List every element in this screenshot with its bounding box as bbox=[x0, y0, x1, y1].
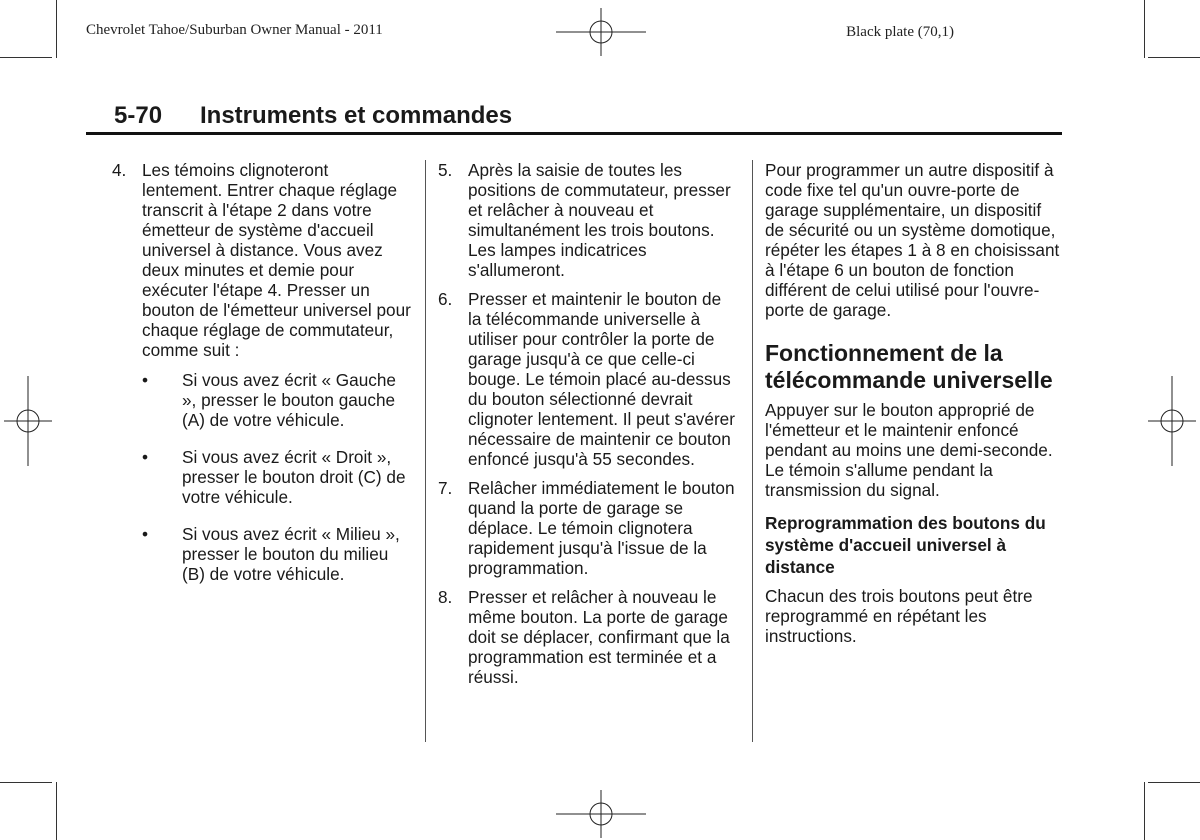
step-number: 4. bbox=[112, 160, 127, 180]
body-paragraph: Appuyer sur le bouton approprié de l'émetteur et le maintenir enfoncé pendant au moins une demi-seconde. Le témoin s'allume pendant la transmission du signal. bbox=[765, 400, 1053, 500]
bullet-list bbox=[142, 370, 412, 584]
bullet-item bbox=[142, 447, 412, 507]
bullet-text: Si vous avez écrit « Gauche », presser le bouton gauche (A) de votre véhicule. bbox=[182, 370, 396, 430]
column-1 bbox=[112, 160, 412, 601]
crop-mark bbox=[56, 782, 57, 840]
step-6 bbox=[438, 289, 738, 469]
chapter-title: Instruments et commandes bbox=[200, 102, 513, 129]
column-divider bbox=[425, 160, 426, 742]
bullet-item bbox=[142, 370, 412, 430]
bullet-mark: • bbox=[142, 524, 149, 544]
subsection-heading: Reprogrammation des boutons du système d'accueil universel à distance bbox=[765, 513, 1046, 577]
step-5 bbox=[438, 160, 738, 280]
running-header-right: Black plate (70,1) bbox=[846, 24, 954, 40]
step-text: Les témoins clignoteront lentement. Entrer chaque réglage transcrit à l'étape 2 dans votre émetteur de système d'accueil universel à distance. Vous avez deux minutes et demie pour exécuter l'étape 4. Presser un bouton de l'émetteur universel pour chaque réglage de commutateur, comme suit : bbox=[142, 160, 411, 360]
step-text: Relâcher immédiatement le bouton quand la porte de garage se déplace. Le témoin clignotera rapidement jusqu'à l'issue de la programmation. bbox=[468, 478, 735, 578]
bullet-text: Si vous avez écrit « Milieu », presser le bouton du milieu (B) de votre véhicule. bbox=[182, 524, 400, 584]
running-header-left: Chevrolet Tahoe/Suburban Owner Manual - 2011 bbox=[86, 22, 383, 38]
column-divider bbox=[752, 160, 753, 742]
step-number: 8. bbox=[438, 587, 453, 607]
crop-mark bbox=[0, 782, 52, 783]
column-2 bbox=[438, 160, 738, 696]
crop-mark bbox=[0, 57, 52, 58]
body-paragraph: Chacun des trois boutons peut être reprogrammé en répétant les instructions. bbox=[765, 586, 1033, 646]
registration-mark-left bbox=[4, 376, 52, 466]
bullet-item bbox=[142, 524, 412, 584]
registration-mark-right bbox=[1148, 376, 1196, 466]
registration-mark-bottom bbox=[556, 790, 646, 838]
bullet-mark: • bbox=[142, 370, 149, 390]
step-text: Presser et maintenir le bouton de la télécommande universelle à utiliser pour contrôler la porte de garage jusqu'à ce que celle-ci bouge. Le témoin placé au-dessus du bouton sélectionné devrait clignoter lentement. Il peut s'avérer nécessaire de maintenir ce bouton enfoncé jusqu'à 55 secondes. bbox=[468, 289, 735, 469]
crop-mark bbox=[56, 0, 57, 58]
intro-paragraph: Pour programmer un autre dispositif à code fixe tel qu'un ouvre-porte de garage supplémentaire, un dispositif de sécurité ou un système domotique, répéter les étapes 1 à 8 en choisissant à l'étape 6 un bouton de fonction différent de celui utilisé pour l'ouvre-porte de garage. bbox=[765, 160, 1060, 320]
step-text: Après la saisie de toutes les positions de commutateur, presser et relâcher à nouveau et simultanément les trois boutons. Les lampes indicatrices s'allumeront. bbox=[468, 160, 731, 280]
step-8 bbox=[438, 587, 738, 687]
step-4 bbox=[112, 160, 412, 360]
section-heading: Fonctionnement de la télécommande universelle bbox=[765, 340, 1053, 393]
step-7 bbox=[438, 478, 738, 578]
crop-mark bbox=[1144, 0, 1145, 58]
step-number: 5. bbox=[438, 160, 453, 180]
crop-mark bbox=[1144, 782, 1145, 840]
step-number: 7. bbox=[438, 478, 453, 498]
section-header bbox=[86, 100, 1062, 135]
bullet-mark: • bbox=[142, 447, 149, 467]
crop-mark bbox=[1148, 782, 1200, 783]
crop-mark bbox=[1148, 57, 1200, 58]
registration-mark-top bbox=[556, 8, 646, 56]
bullet-text: Si vous avez écrit « Droit », presser le bouton droit (C) de votre véhicule. bbox=[182, 447, 406, 507]
step-number: 6. bbox=[438, 289, 453, 309]
column-3 bbox=[765, 160, 1065, 646]
step-text: Presser et relâcher à nouveau le même bouton. La porte de garage doit se déplacer, confirmant que la programmation est terminée et a réussi. bbox=[468, 587, 730, 687]
page-number: 5-70 bbox=[114, 102, 163, 129]
